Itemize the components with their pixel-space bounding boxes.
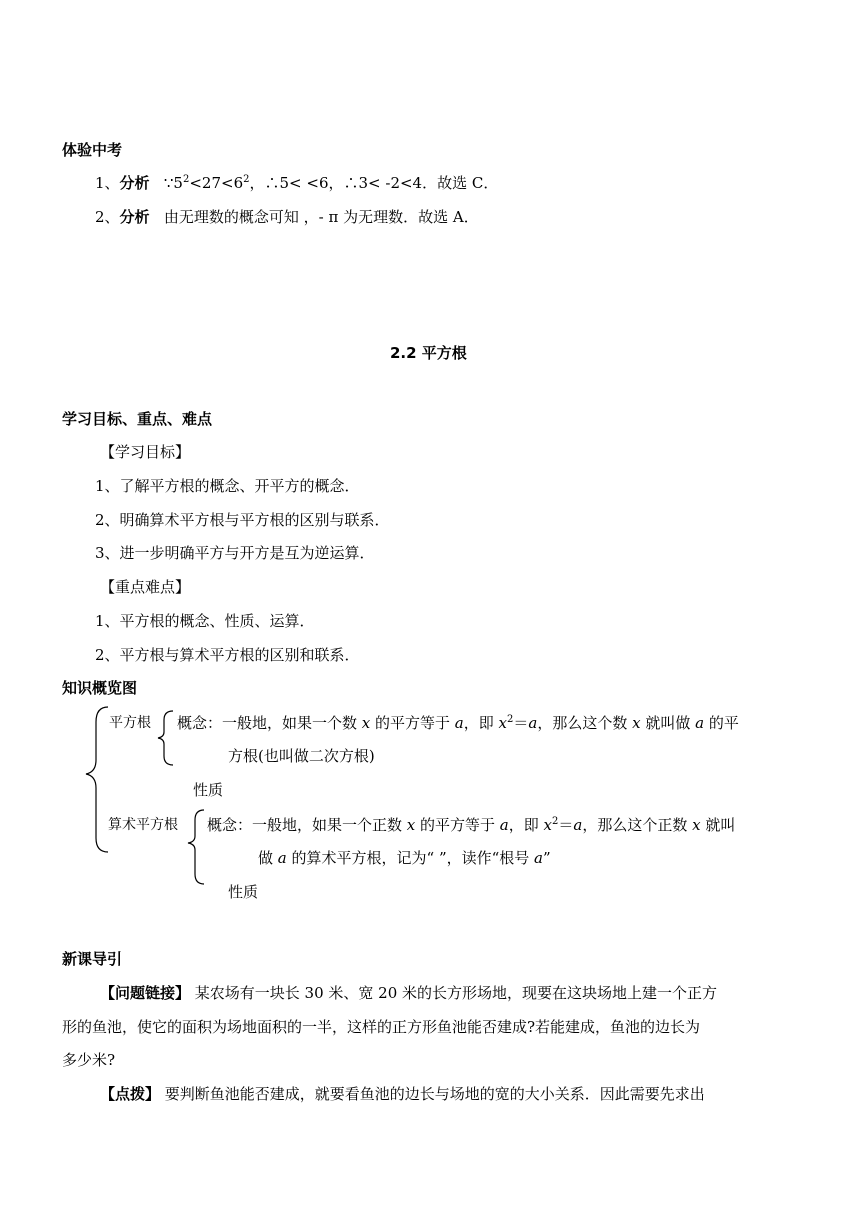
superscript: 2 [243,174,250,185]
goal-item: 3、进一步明确平方与开方是互为逆运算． [95,544,375,562]
var-a: a [454,714,464,732]
concept-text: 就叫做 [640,714,696,732]
section-title-intro: 新课导引 [62,950,123,968]
suanshu-concept-line2 [258,848,551,868]
paragraph-text: 要判断鱼池能否建成，就要看鱼池的边长与场地的宽的大小关系．因此需要先求出 [160,1085,705,1103]
var-a: a [695,714,705,732]
var-a: a [573,816,583,834]
goal-item: 2、明确算术平方根与平方根的区别与联系． [95,511,390,529]
analysis-text: <27<6 [189,174,244,192]
concept-text: ＝ [513,714,529,732]
section-title-tiyan: 体验中考 [62,141,123,159]
goals-header: 【学习目标】 [100,443,191,461]
concept-text: 概念：一般地，如果一个正数 [207,816,407,834]
concept-text: ＝ [558,816,574,834]
chapter-heading: 2.2 平方根 [390,344,467,362]
item-label: 分析 [119,208,150,226]
concept-text: ” [543,849,551,867]
pingfanggen-property: 性质 [193,781,224,799]
section-title-goals: 学习目标、重点、难点 [62,410,213,428]
outer-brace [86,707,108,852]
concept-text: ，那么这个正数 [582,816,693,834]
concept-text: 的平方等于 [415,816,500,834]
concept-text: 的平方等于 [370,714,455,732]
hint-line1 [100,1084,705,1104]
pingfanggen-label: 平方根 [109,715,151,731]
suanshu-label: 算术平方根 [108,817,178,833]
analysis-text: ，∴5< <6，∴3< -2<4．故选 C． [249,174,499,192]
concept-text: 的平 [704,714,739,732]
analysis-text: ∵5 [163,174,183,192]
item-number: 1、 [95,174,120,192]
var-x: x [632,714,641,732]
key-header: 【重点难点】 [100,578,191,596]
problem-link-line2: 形的鱼池，使它的面积为场地面积的一半，这样的正方形鱼池能否建成?若能建成，鱼池的边长为 [62,1018,701,1036]
section-title-overview: 知识概览图 [62,679,138,697]
concept-text: 概念：一般地，如果一个数 [177,714,362,732]
pingfanggen-brace [158,711,173,765]
suanshu-brace [188,810,204,884]
var-a: a [534,849,543,867]
var-a: a [528,714,538,732]
problem-link-tag: 【问题链接】 [100,984,191,1002]
pingfanggen-concept-line1 [177,713,739,733]
var-x: x [498,714,507,732]
concept-text: ，那么这个数 [537,714,633,732]
item-number: 2、 [95,208,120,226]
superscript: 2 [182,174,190,185]
hint-tag: 【点拨】 [100,1085,161,1103]
concept-text: ，即 [508,816,544,834]
problem-link-line3: 多少米? [62,1051,116,1069]
var-x: x [543,816,552,834]
analysis-text: 由无理数的概念可知 ，- π 为无理数．故选 A． [163,208,479,226]
key-item: 1、平方根的概念、性质、运算． [95,612,315,630]
paragraph-text: 某农场有一块长 30 米、宽 20 米的长方形场地，现要在这块场地上建一个正方 [190,984,718,1002]
concept-text: 做 [258,849,278,867]
suanshu-concept-line1 [207,815,735,835]
concept-text: ，即 [463,714,499,732]
superscript: 2 [507,714,514,725]
var-a: a [277,849,287,867]
var-x: x [361,714,371,732]
pingfanggen-concept-line2: 方根(也叫做二次方根) [228,747,375,765]
superscript: 2 [552,816,559,827]
suanshu-property: 性质 [228,883,259,901]
var-x: x [406,816,416,834]
key-item: 2、平方根与算术平方根的区别和联系． [95,646,360,664]
var-a: a [499,816,509,834]
problem-link-line1 [100,983,717,1003]
goal-item: 1、了解平方根的概念、开平方的概念． [95,477,360,495]
item-label: 分析 [119,174,150,192]
var-x: x [692,816,701,834]
concept-text: 就叫 [700,816,736,834]
concept-text: 的算术平方根，记为“ ”，读作“根号 [286,849,535,867]
